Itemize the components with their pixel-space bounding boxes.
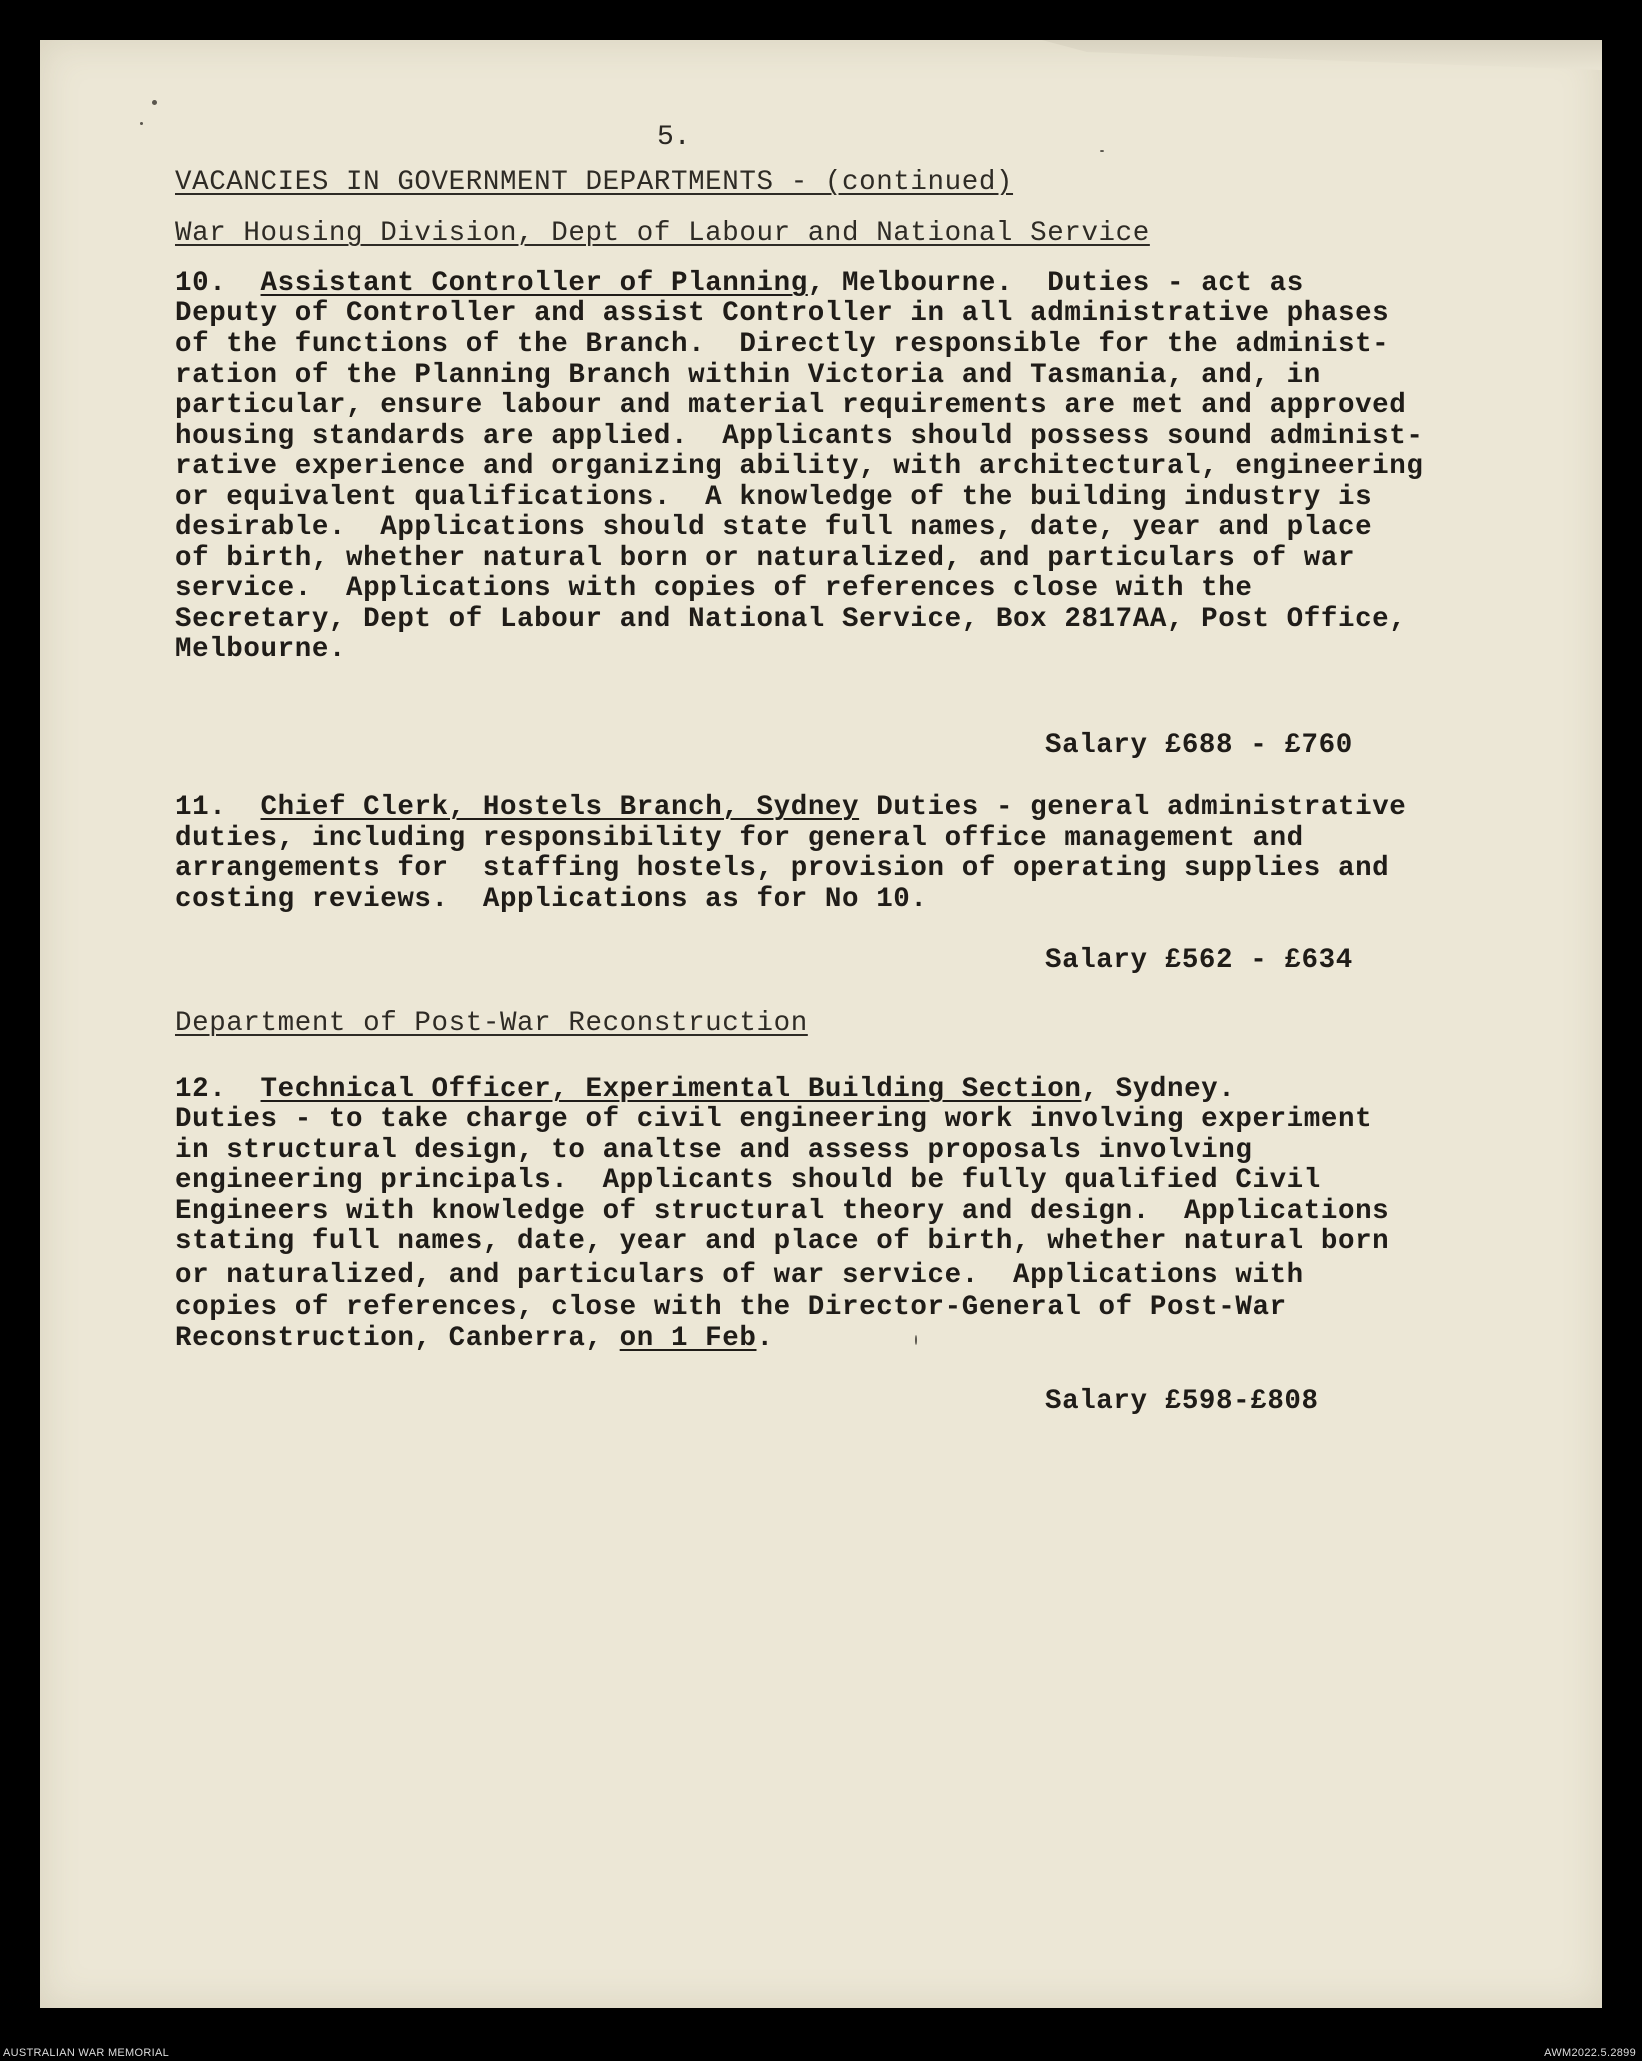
item-text-line: , Melbourne. Duties - act as [807, 268, 1304, 299]
item-text-line: Secretary, Dept of Labour and National Service, Box 2817AA, Post Office, [175, 604, 1407, 635]
paper-speck [1100, 150, 1104, 152]
item-text-line: duties, including responsibility for general office management and [175, 823, 1304, 854]
item-text-line: costing reviews. Applications as for No 10. [175, 884, 928, 915]
item-11-first-line [175, 792, 1406, 823]
item-text-line: housing standards are applied. Applicants should possess sound administ- [175, 421, 1424, 452]
item-text-line: stating full names, date, year and place of birth, whether natural born [175, 1226, 1390, 1257]
paper-speck [915, 1335, 917, 1345]
item-text-line: of birth, whether natural born or naturalized, and particulars of war [175, 543, 1356, 574]
position-title: Chief Clerk, Hostels Branch, Sydney [260, 792, 860, 823]
item-text-line: Duties - to take charge of civil engineering work involving experiment [175, 1104, 1373, 1135]
item-text-line: particular, ensure labour and material requirements are met and approved [175, 390, 1407, 421]
paper-speck [140, 122, 143, 125]
item-text-line: Deputy of Controller and assist Controller in all administrative phases [175, 298, 1390, 329]
item-10-first-line [175, 268, 1304, 299]
item-text-line: service. Applications with copies of references close with the [175, 573, 1253, 604]
salary-item-12: Salary £598-£808 [1045, 1386, 1319, 1417]
item-number: 10. [175, 268, 227, 299]
item-number: 11. [175, 792, 227, 823]
document-page [40, 40, 1602, 2008]
page-number: 5. [657, 122, 691, 153]
position-title: Assistant Controller of Planning [260, 268, 808, 299]
item-text-line: Melbourne. [175, 634, 347, 665]
item-text-line: ration of the Planning Branch within Victoria and Tasmania, and, in [175, 360, 1321, 391]
item-text-line: , Sydney. [1081, 1074, 1236, 1105]
position-title: Technical Officer, Experimental Building Section [260, 1074, 1082, 1105]
item-text-line: desirable. Applications should state full names, date, year and place [175, 512, 1373, 543]
item-text-line: Reconstruction, Canberra, [175, 1323, 620, 1354]
item-text-line: Duties - general administrative [859, 792, 1407, 823]
item-text-line: copies of references, close with the Director-General of Post-War [175, 1292, 1287, 1323]
item-12-last-line [175, 1323, 774, 1354]
closing-end: . [756, 1323, 774, 1354]
item-12-first-line [175, 1074, 1235, 1105]
item-number: 12. [175, 1074, 227, 1105]
item-text-line: or naturalized, and particulars of war service. Applications with [175, 1260, 1304, 1291]
paper-speck [152, 100, 157, 105]
salary-item-11: Salary £562 - £634 [1045, 945, 1353, 976]
section-title-post-war: Department of Post-War Reconstruction [175, 1008, 808, 1039]
document-heading: VACANCIES IN GOVERNMENT DEPARTMENTS - (continued) [175, 167, 1014, 198]
item-text-line: in structural design, to analtse and assess proposals involving [175, 1135, 1253, 1166]
item-text-line: engineering principals. Applicants should be fully qualified Civil [175, 1165, 1321, 1196]
item-text-line: or equivalent qualifications. A knowledge of the building industry is [175, 482, 1373, 513]
footer-left: AUSTRALIAN WAR MEMORIAL [3, 2047, 170, 2059]
closing-date: on 1 Feb [619, 1323, 757, 1354]
item-text-line: Engineers with knowledge of structural theory and design. Applications [175, 1196, 1390, 1227]
item-text-line: rative experience and organizing ability, with architectural, engineering [175, 451, 1424, 482]
page-fold [1042, 40, 1602, 70]
item-text-line: arrangements for staffing hostels, provision of operating supplies and [175, 853, 1390, 884]
footer-right: AWM2022.5.2899 [1544, 2047, 1636, 2059]
salary-item-10: Salary £688 - £760 [1045, 730, 1353, 761]
section-title-war-housing: War Housing Division, Dept of Labour and National Service [175, 218, 1150, 249]
item-text-line: of the functions of the Branch. Directly responsible for the administ- [175, 329, 1390, 360]
